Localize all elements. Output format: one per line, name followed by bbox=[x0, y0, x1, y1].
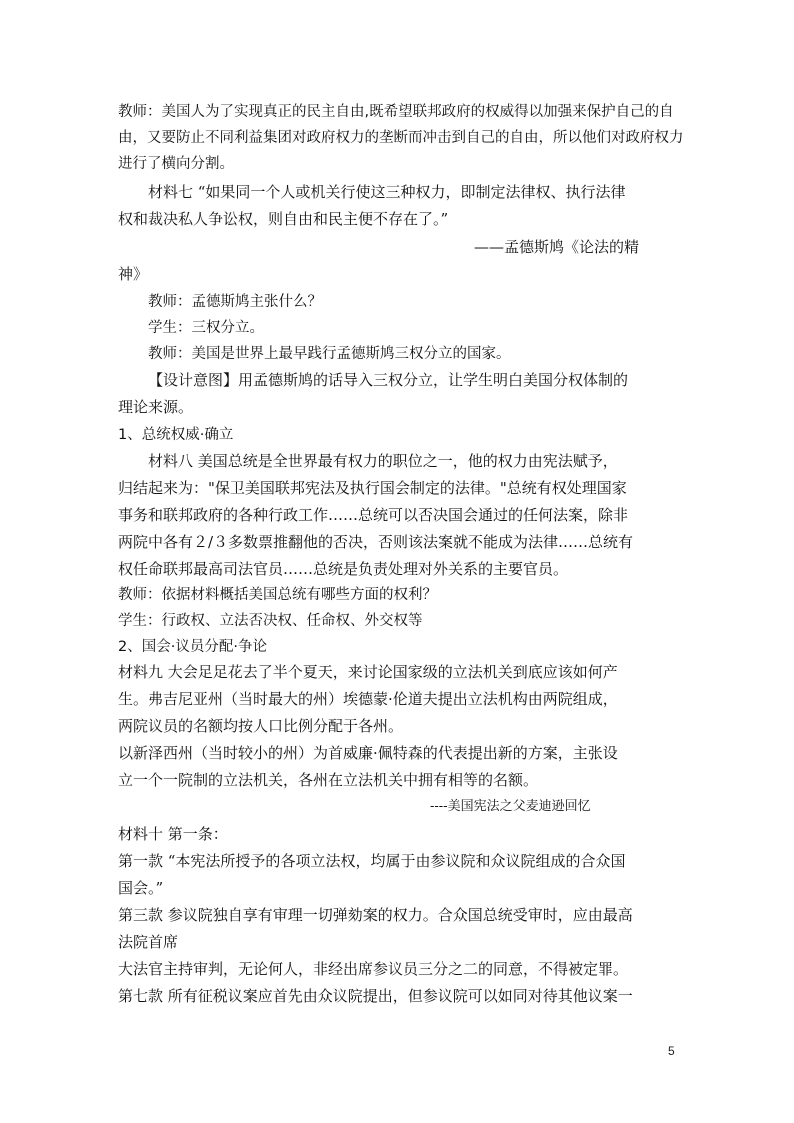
material-9-line: 以新泽西州（当时较小的州）为首威廉·佩特森的代表提出新的方案，主张设 bbox=[118, 744, 618, 762]
material-9-line: 立一个一院制的立法机关，各州在立法机关中拥有相等的名额。 bbox=[118, 771, 539, 789]
material-8-line: 事务和联邦政府的各种行政工作……总统可以否决国会通过的任何法案，除非 bbox=[118, 506, 629, 524]
material-10-line: 第一款 “本宪法所授予的各项立法权，均属于由参议院和众议院组成的合众国 bbox=[118, 852, 626, 870]
material-9-line: 两院议员的名额均按人口比例分配于各州。 bbox=[118, 717, 404, 735]
citation-line: 神》 bbox=[118, 265, 149, 283]
material-8-line: 权任命联邦最高司法官员……总统是负责处理对外关系的主要官员。 bbox=[118, 560, 569, 578]
dialogue-line: 学生：行政权、立法否决权、任命权、外交权等 bbox=[118, 613, 423, 629]
material-10-line: 材料十 第一条： bbox=[118, 825, 228, 843]
material-10-line: 第七款 所有征税议案应首先由众议院提出，但参议院可以如同对待其他议案一 bbox=[118, 987, 633, 1005]
material-7-line: 材料七 “如果同一个人或机关行使这三种权力，即制定法律权、执行法律 bbox=[148, 183, 626, 201]
dialogue-line: 教师：孟德斯鸠主张什么？ bbox=[148, 294, 322, 310]
material-10-line: 法院首席 bbox=[118, 933, 179, 951]
citation-line: ----美国宪法之父麦迪逊回忆 bbox=[430, 799, 591, 814]
section-heading: 2、国会·议员分配·争论 bbox=[118, 639, 267, 655]
page-number: 5 bbox=[668, 1044, 675, 1058]
material-8-line: 两院中各有２/３多数票推翻他的否决，否则该法案就不能成为法律……总统有 bbox=[118, 533, 634, 551]
dialogue-line: 学生：三权分立。 bbox=[148, 320, 264, 336]
citation-line: ——孟德斯鸠《论法的精 bbox=[474, 238, 640, 256]
material-8-line: 材料八 美国总统是全世界最有权力的职位之一，他的权力由宪法赋予， bbox=[148, 452, 618, 470]
material-10-line: 第三款 参议院独自享有审理一切弹劾案的权力。合众国总统受审时，应由最高 bbox=[118, 906, 633, 924]
paragraph-line: 进行了横向分割。 bbox=[118, 156, 234, 172]
material-9-line: 材料九 大会足足花去了半个夏天，来讨论国家级的立法机关到底应该如何产 bbox=[118, 663, 618, 681]
paragraph-line: 教师：美国人为了实现真正的民主自由,既希望联邦政府的权威得以加强来保护自己的自 bbox=[118, 104, 674, 120]
material-8-line: 归结起来为："保卫美国联邦宪法及执行国会制定的法律。"总统有权处理国家 bbox=[118, 479, 627, 497]
paragraph-line: 由，又要防止不同利益集团对政府权力的垄断而冲击到自己的自由，所以他们对政府权力 bbox=[118, 130, 684, 146]
design-intent-line: 【设计意图】用孟德斯鸠的话导入三权分立，让学生明白美国分权体制的 bbox=[148, 371, 629, 389]
material-10-line: 国会。” bbox=[118, 879, 164, 897]
dialogue-line: 教师：美国是世界上最早践行孟德斯鸠三权分立的国家。 bbox=[148, 346, 511, 362]
material-7-line: 权和裁决私人争讼权，则自由和民主便不存在了。” bbox=[118, 210, 449, 228]
material-9-line: 生。弗吉尼亚州（当时最大的州）埃德蒙·伦道夫提出立法机构由两院组成， bbox=[118, 690, 618, 708]
material-10-line: 大法官主持审判，无论何人，非经出席参议员三分之二的同意，不得被定罪。 bbox=[118, 960, 629, 978]
section-heading: 1、总统权威·确立 bbox=[118, 427, 234, 443]
dialogue-line: 教师：依据材料概括美国总统有哪些方面的权利？ bbox=[118, 587, 437, 603]
design-intent-line: 理论来源。 bbox=[118, 398, 194, 416]
